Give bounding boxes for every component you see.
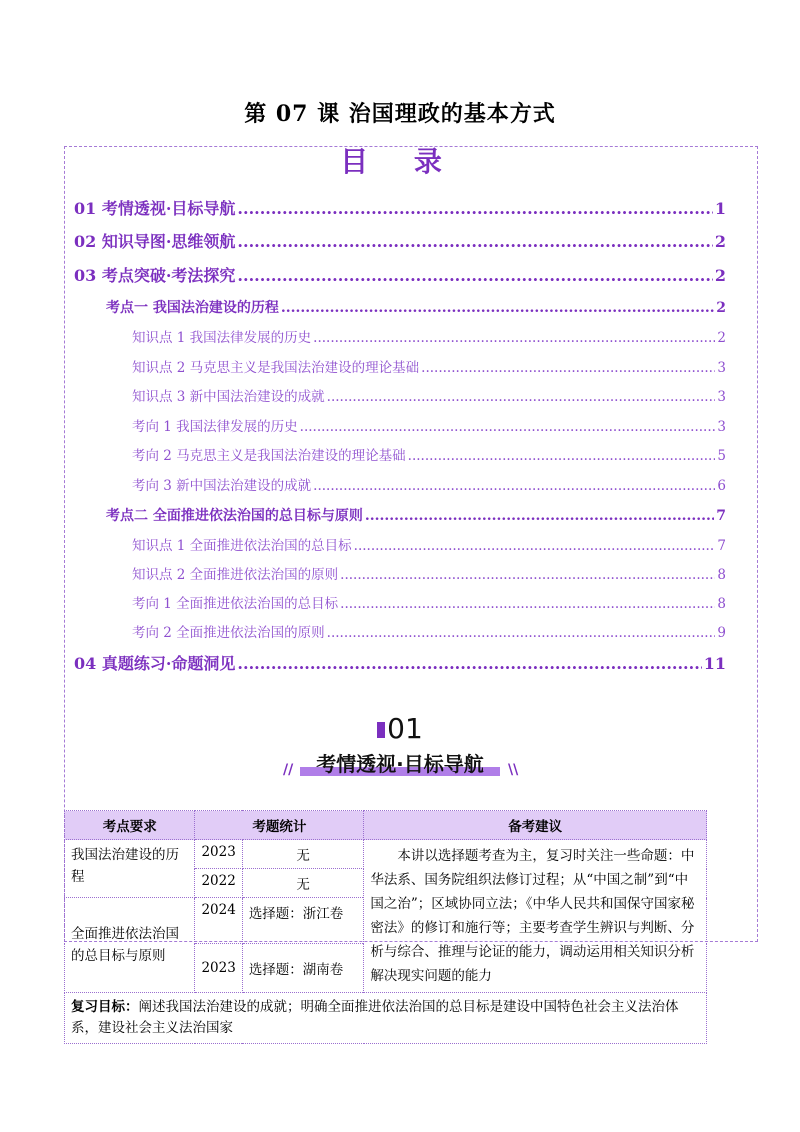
toc-entry[interactable]	[74, 196, 726, 219]
toc-entry[interactable]	[132, 415, 726, 435]
toc-entry-label: 考点二 全面推进依法治国的总目标与原则	[106, 508, 363, 524]
year-cell: 2022	[195, 869, 242, 898]
toc-entry[interactable]	[132, 534, 726, 554]
leader-dots	[237, 199, 712, 218]
leader-dots	[300, 419, 716, 435]
section-banner	[300, 748, 500, 778]
toc-entry-page: 3	[717, 360, 726, 376]
slash-decoration: //	[283, 762, 294, 778]
stat-cell: 无	[242, 840, 364, 869]
toc-entry[interactable]	[132, 474, 726, 494]
year-cell: 2023	[195, 840, 242, 869]
header-stats: 考题统计	[195, 811, 364, 840]
toc-entry-page: 3	[717, 389, 726, 405]
toc-entry-label: 01 考情透视·目标导航	[74, 199, 236, 218]
toc-entry-label: 04 真题练习·命题洞见	[74, 654, 236, 673]
leader-dots	[237, 654, 701, 673]
table-header-row	[65, 811, 707, 840]
review-goal-cell	[65, 993, 707, 1044]
toc-entry-label: 03 考点突破·考法探究	[74, 266, 236, 285]
toc-entry-page: 1	[714, 199, 726, 218]
toc-entry-page: 2	[717, 330, 726, 346]
leader-dots	[421, 360, 715, 376]
toc-entry-page: 5	[717, 448, 726, 464]
leader-dots	[313, 330, 715, 346]
stat-cell: 选择题：浙江卷	[242, 898, 364, 944]
toc-entry-label: 考点一 我国法治建设的历程	[106, 300, 279, 316]
toc-entry-label: 考向 1 全面推进依法治国的总目标	[132, 596, 339, 612]
header-advice: 备考建议	[364, 811, 707, 840]
toc-entry[interactable]	[74, 651, 726, 674]
toc-entry[interactable]	[132, 563, 726, 583]
leader-dots	[313, 478, 715, 494]
toc-entry[interactable]	[132, 326, 726, 346]
section-marker	[377, 722, 385, 738]
toc-entry-page: 6	[717, 478, 726, 494]
toc-entry-page: 8	[717, 567, 726, 583]
toc-entry[interactable]	[106, 505, 726, 525]
exam-overview-table	[64, 810, 707, 1044]
leader-dots	[327, 625, 716, 641]
toc-entry-page: 7	[717, 538, 726, 554]
toc-entry-page: 2	[714, 232, 726, 251]
year-cell: 2024	[195, 898, 242, 944]
toc-entry-page: 7	[716, 508, 726, 524]
toc-entry-page: 2	[716, 300, 726, 316]
leader-dots	[237, 232, 712, 251]
toc-entry-label: 考向 3 新中国法治建设的成就	[132, 478, 312, 494]
stat-cell: 无	[242, 869, 364, 898]
table-row	[65, 993, 707, 1044]
toc-entry[interactable]	[132, 621, 726, 641]
topic-cell: 我国法治建设的历程	[65, 840, 195, 898]
leader-dots	[354, 538, 716, 554]
toc-entry[interactable]	[106, 297, 726, 317]
section-number-text: 01	[387, 712, 423, 745]
toc-heading: 目 录	[340, 145, 460, 178]
toc-entry[interactable]	[74, 263, 726, 286]
stat-cell: 选择题：湖南卷	[242, 944, 364, 993]
header-topic: 考点要求	[65, 811, 195, 840]
goal-label: 复习目标：	[71, 999, 139, 1015]
slash-decoration: \\	[508, 762, 519, 778]
leader-dots	[408, 448, 716, 464]
toc-entry-page: 11	[703, 654, 726, 673]
toc-entry[interactable]	[132, 592, 726, 612]
goal-text: 阐述我国法治建设的成就；明确全面推进依法治国的总目标是建设中国特色社会主义法治体系，建设社会主义法治国家	[71, 999, 679, 1036]
leader-dots	[340, 596, 715, 612]
toc-entry-label: 考向 2 马克思主义是我国法治建设的理论基础	[132, 448, 406, 464]
table-row	[65, 840, 707, 869]
toc-entry[interactable]	[132, 444, 726, 464]
leader-dots	[365, 508, 714, 524]
toc-entry-label: 知识点 1 我国法律发展的历史	[132, 330, 312, 346]
leader-dots	[237, 266, 712, 285]
leader-dots	[340, 567, 715, 583]
year-cell: 2023	[195, 944, 242, 993]
toc-entry-page: 3	[717, 419, 726, 435]
toc-entry-label: 知识点 1 全面推进依法治国的总目标	[132, 538, 352, 554]
section-title: 考情透视·目标导航	[316, 752, 484, 776]
toc-entry-label: 02 知识导图·思维领航	[74, 232, 236, 251]
toc-entry-label: 考向 2 全面推进依法治国的原则	[132, 625, 325, 641]
toc-entry-label: 知识点 2 全面推进依法治国的原则	[132, 567, 339, 583]
toc-entry-page: 9	[717, 625, 726, 641]
advice-cell: 本讲以选择题考查为主，复习时关注一些命题：中华法系、国务院组织法修订过程；从“中国之制”到“中国之治”；区域协同立法；《中华人民共和国保守国家秘密法》的修订和施行等；主要考查学生辨识与判断、分析与综合、推理与论证的能力，调动运用相关知识分析解决现实问题的能力	[364, 840, 707, 993]
toc-entry-page: 2	[714, 266, 726, 285]
toc-entry[interactable]	[132, 356, 726, 376]
lesson-title: 第 07 课 治国理政的基本方式	[244, 101, 556, 127]
toc-entry-label: 考向 1 我国法律发展的历史	[132, 419, 298, 435]
toc-entry[interactable]	[74, 229, 726, 252]
section-number	[0, 712, 800, 745]
topic-cell: 全面推进依法治国的总目标与原则	[65, 898, 195, 993]
toc-entry-label: 知识点 3 新中国法治建设的成就	[132, 389, 325, 405]
toc-entry-page: 8	[717, 596, 726, 612]
toc-entry-label: 知识点 2 马克思主义是我国法治建设的理论基础	[132, 360, 420, 376]
leader-dots	[281, 300, 714, 316]
leader-dots	[327, 389, 716, 405]
toc-entry[interactable]	[132, 385, 726, 405]
